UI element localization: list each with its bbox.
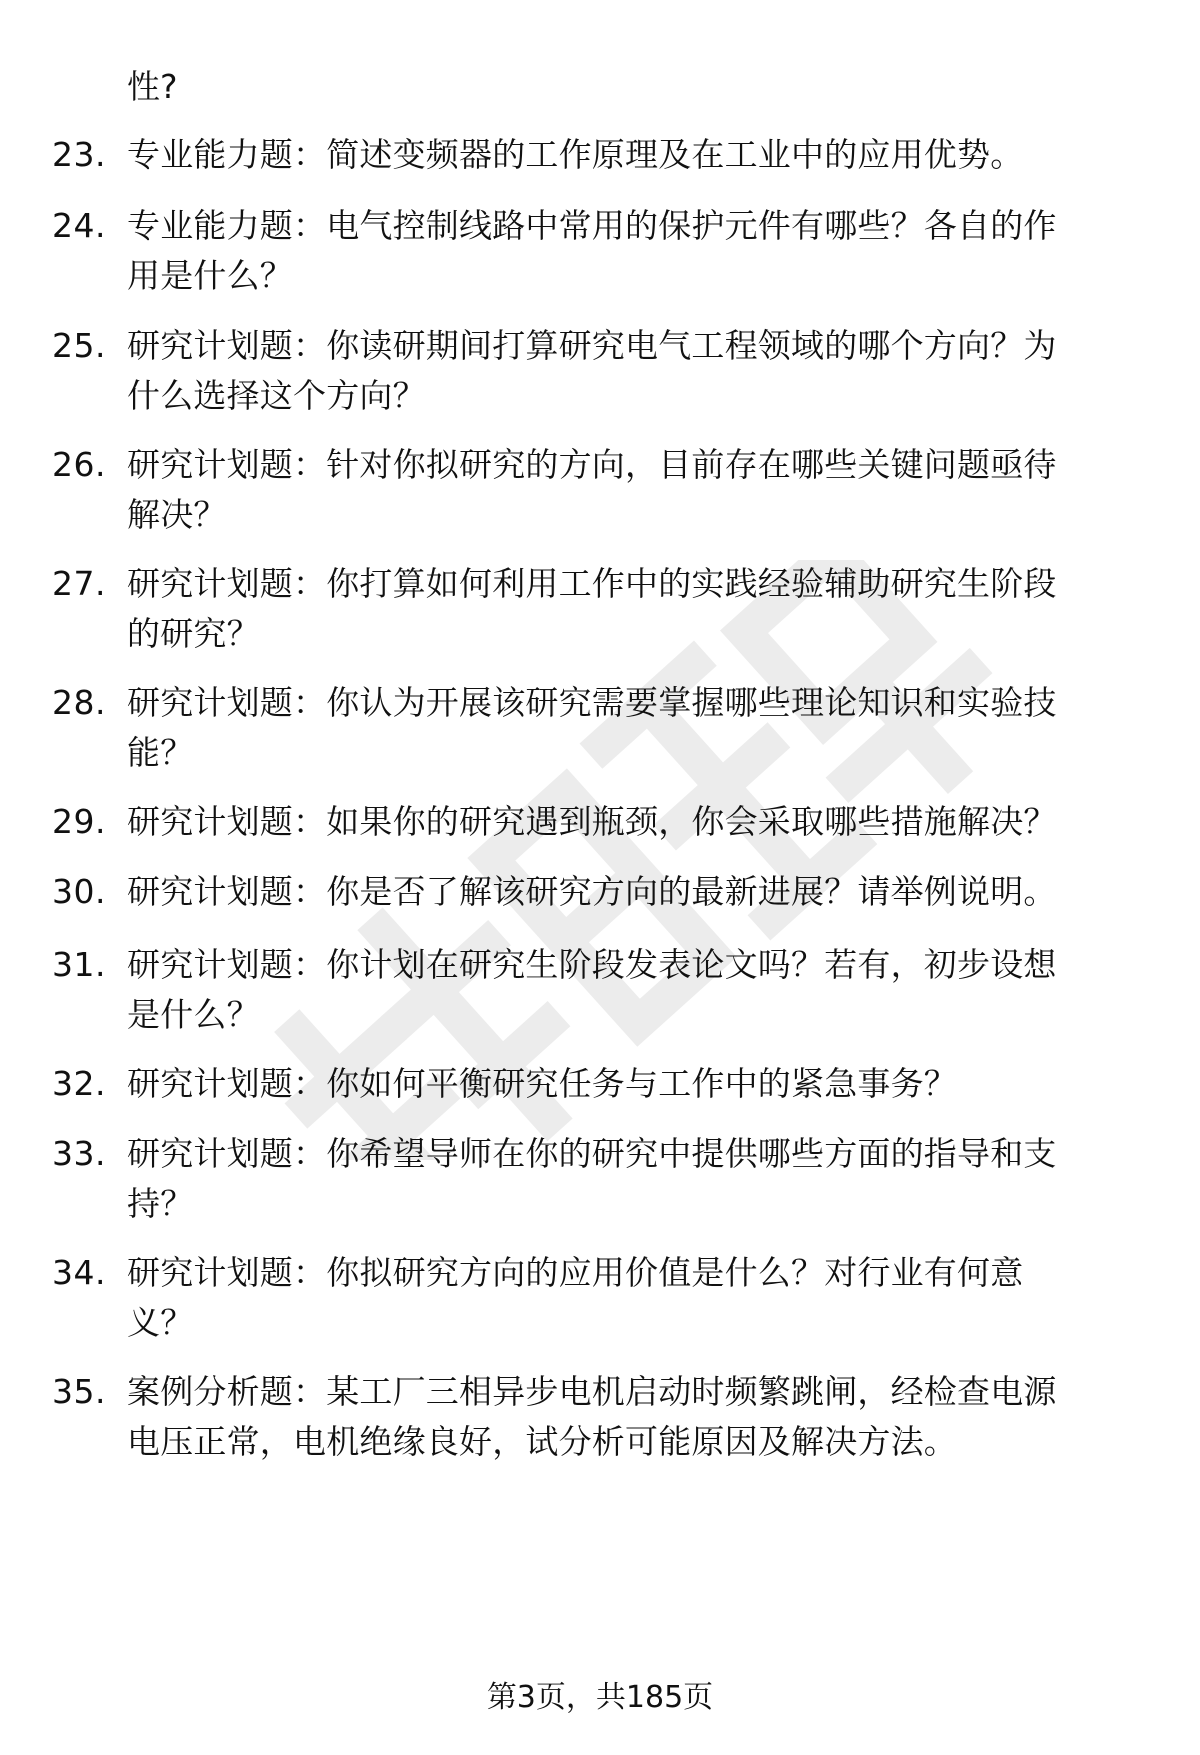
question-text: 研究计划题：你如何平衡研究任务与工作中的紧急事务？ <box>127 1064 957 1103</box>
question-text: 研究计划题：你计划在研究生阶段发表论文吗？若有，初步设想 是什么？ <box>127 945 1057 1034</box>
question-text: 研究计划题：你是否了解该研究方向的最新进展？请举例说明。 <box>127 872 1057 911</box>
question-number: 34. <box>52 1253 106 1292</box>
question-number: 29. <box>52 802 106 841</box>
question-text: 研究计划题：针对你拟研究的方向，目前存在哪些关键问题亟待 解决？ <box>127 445 1057 534</box>
question-text: 案例分析题：某工厂三相异步电机启动时频繁跳闸，经检查电源 电压正常，电机绝缘良好，试分析可能原因及解决方法。 <box>127 1372 1057 1461</box>
question-number: 25. <box>52 326 106 365</box>
question-text: 研究计划题：你希望导师在你的研究中提供哪些方面的指导和支 持？ <box>127 1134 1057 1223</box>
question-number: 27. <box>52 564 106 603</box>
question-number: 31. <box>52 945 106 984</box>
question-number: 28. <box>52 683 106 722</box>
question-text: 专业能力题：电气控制线路中常用的保护元件有哪些？各自的作 用是什么？ <box>127 206 1057 295</box>
question-number: 23. <box>52 135 106 174</box>
question-text: 研究计划题：你拟研究方向的应用价值是什么？对行业有何意 义？ <box>127 1253 1024 1342</box>
question-number: 30. <box>52 872 106 911</box>
question-number: 26. <box>52 445 106 484</box>
question-text: 研究计划题：如果你的研究遇到瓶颈，你会采取哪些措施解决？ <box>127 802 1057 841</box>
question-text: 研究计划题：你读研期间打算研究电气工程领域的哪个方向？为 什么选择这个方向？ <box>127 326 1057 415</box>
question-text: 研究计划题：你打算如何利用工作中的实践经验辅助研究生阶段 的研究？ <box>127 564 1057 653</box>
question-number: 35. <box>52 1372 106 1411</box>
question-number: 32. <box>52 1064 106 1103</box>
question-number: 24. <box>52 206 106 245</box>
page-footer: 第3页，共185页 <box>486 1680 714 1715</box>
continuation-text: 性? <box>127 67 178 106</box>
question-text: 专业能力题：简述变频器的工作原理及在工业中的应用优势。 <box>127 135 1024 174</box>
question-text: 研究计划题：你认为开展该研究需要掌握哪些理论知识和实验技 能？ <box>127 683 1057 772</box>
question-number: 33. <box>52 1134 106 1173</box>
